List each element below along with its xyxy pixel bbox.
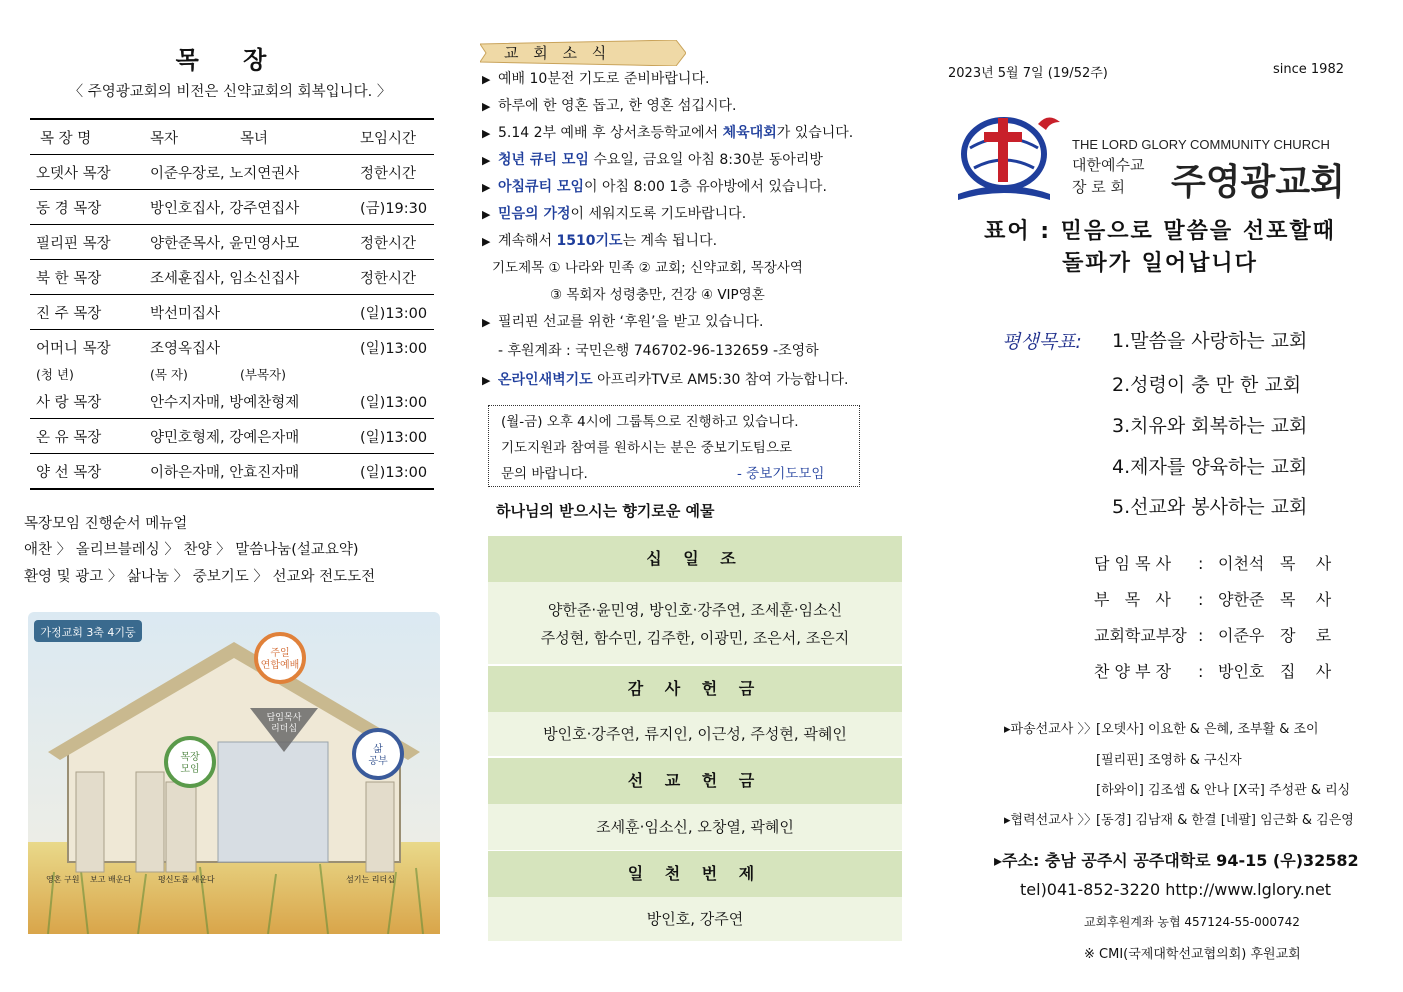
staff-title: 장 로	[1280, 626, 1332, 645]
cmi-note: ※ CMI(국제대학선교협의회) 후원교회	[1084, 947, 1301, 962]
mokjang-time: (일)13:00	[360, 340, 428, 357]
triangle-label: 리더십	[270, 724, 298, 734]
table-row	[30, 384, 434, 419]
box-signature: - 중보기도모임	[737, 466, 825, 482]
mokjang-name: 사 랑 목장	[30, 384, 144, 419]
news-item	[482, 176, 827, 196]
youth-header: (청 년)	[36, 367, 74, 382]
missionary-label: ▸파송선교사 〉〉	[1004, 722, 1097, 737]
box-text: 문의 바랍니다.	[501, 466, 588, 482]
motto-line: 돌파가 일어납니다	[1062, 251, 1258, 276]
staff-title: 목 사	[1280, 590, 1332, 609]
logo-english: THE LORD GLORY COMMUNITY CHURCH	[1072, 137, 1330, 152]
missionary-line: [오뎃사] 이요한 & 은혜, 조부활 & 조이	[1096, 722, 1319, 737]
column-header: 목녀	[234, 119, 354, 155]
news-item	[482, 369, 848, 389]
circle-label: 삶	[373, 744, 383, 755]
mokjang-leaders: 양민호형제, 강예은자매	[144, 419, 354, 454]
table-row	[30, 225, 434, 260]
offering-names	[488, 897, 902, 941]
staff-name: 이천석	[1218, 554, 1265, 573]
column-header: 목자	[144, 119, 234, 155]
mokjang-time: (일)13:00	[354, 419, 434, 454]
youth-header: (목 자)	[150, 367, 188, 382]
pillar-label: 영혼 구원	[46, 875, 80, 884]
staff-title: 목 사	[1280, 554, 1332, 573]
mokjang-name: 진 주 목장	[30, 295, 144, 330]
news-highlight: 체육대회	[722, 125, 777, 141]
menu-line: 애찬 〉 올리브블레싱 〉 찬양 〉 말씀나눔(설교요약)	[24, 542, 359, 558]
news-highlight: 온라인새벽기도	[498, 372, 593, 388]
table-row	[30, 330, 434, 365]
arrow-icon: ▶	[482, 374, 491, 387]
mokjang-name: 필리핀 목장	[30, 225, 144, 260]
pillar-label: 평신도를 세운다	[158, 875, 215, 884]
cross-icon	[998, 118, 1008, 182]
motto-line: 표어 : 믿음으로 말씀을 선포할때	[984, 219, 1336, 244]
church-address: ▸주소: 충남 공주시 공주대학로 94-15 (우)32582	[994, 851, 1359, 870]
circle-label: 주일	[270, 648, 290, 659]
contact-line: tel)041-852-3220 http://www.lglory.net	[1020, 880, 1332, 899]
menu-title: 목장모임 진행순서 메뉴얼	[24, 516, 188, 532]
news-item	[482, 68, 709, 88]
mokjang-name: 오뎃사 목장	[30, 155, 144, 190]
mokjang-table	[30, 118, 434, 490]
news-text: 아프리카TV로 AM5:30 참여 가능합니다.	[592, 372, 849, 388]
goal-item: 3.치유와 회복하는 교회	[1112, 415, 1308, 437]
news-item	[482, 122, 853, 142]
staff-role: 담 임 목 사	[1094, 554, 1172, 573]
support-account: - 후원계좌 : 국민은행 746702-96-132659 -조영하	[498, 343, 819, 359]
table-row	[30, 155, 434, 190]
pillar-label: 섬기는 리더십	[346, 875, 395, 884]
intercession-box	[488, 405, 860, 487]
mokjang-leaders: 조영옥집사	[150, 340, 221, 357]
table-header-row	[30, 119, 434, 155]
offering-names	[488, 582, 902, 664]
mokjang-time: (일)13:00	[354, 295, 434, 330]
circle-label: 모임	[180, 764, 200, 775]
news-text: 수요일, 금요일 아침 8:30분 동아리방	[588, 152, 823, 168]
staff-title: 집 사	[1280, 662, 1332, 681]
offering-line: 양한준·윤민영, 방인호·강주연, 조세훈·임소신	[547, 601, 843, 619]
news-text: 하루에 한 영혼 돕고, 한 영혼 섬깁시다.	[498, 98, 737, 114]
offering-line: 방인호·강주연, 류지인, 이근성, 주성현, 곽혜인	[543, 725, 847, 743]
offering-title: 감 사 헌 금	[488, 666, 902, 712]
table-row	[30, 419, 434, 454]
mokjang-time: 정한시간	[354, 225, 434, 260]
logo-denomination: 장 로 회	[1072, 178, 1126, 196]
column-header: 목 장 명	[30, 119, 144, 155]
staff-row: 부 목 사 : 양한준 목 사	[1094, 587, 1331, 610]
book-icon	[958, 186, 1050, 200]
staff-row: 담 임 목 사 : 이천석 목 사	[1094, 551, 1331, 574]
life-goal-label: 평생목표:	[1002, 331, 1082, 353]
mokjang-leaders: 안수지자매, 방예찬형제	[144, 384, 354, 419]
staff-role: 찬 양 부 장	[1094, 662, 1172, 681]
goal-item: 1.말씀을 사랑하는 교회	[1112, 330, 1308, 352]
offering-intro: 하나님의 받으시는 향기로운 예물	[496, 502, 715, 520]
goal-item: 2.성령이 충 만 한 교회	[1112, 374, 1302, 396]
table-row	[30, 454, 434, 490]
menu-line: 환영 및 광고 〉 삶나눔 〉 중보기도 〉 선교와 전도도전	[24, 569, 376, 585]
mokjang-time: 정한시간	[354, 155, 434, 190]
news-text: 는 계속 됩니다.	[622, 233, 718, 249]
offering-line: 방인호, 강주연	[646, 910, 744, 928]
staff-row: 교회학교부장 : 이준우 장 로	[1094, 623, 1331, 646]
church-account: 교회후원계좌 농협 457124-55-000742	[1084, 915, 1300, 929]
goal-item: 5.선교와 봉사하는 교회	[1112, 496, 1308, 518]
table-row	[30, 295, 434, 330]
mokjang-leaders: 박선미집사	[144, 295, 354, 330]
table-row	[30, 260, 434, 295]
vision-statement: 〈 주영광교회의 비전은 신약교회의 회복입니다. 〉	[68, 84, 392, 100]
staff-name: 방인호	[1218, 662, 1265, 681]
news-text: 5.14 2부 예배 후 상서초등학교에서	[498, 125, 723, 141]
column-header: 모임시간	[354, 119, 434, 155]
pillar-label: 보고 배운다	[90, 875, 132, 884]
house-church-illustration	[28, 612, 440, 934]
news-highlight: 아침큐티 모임	[498, 179, 585, 195]
arrow-icon: ▶	[482, 181, 491, 194]
offering-line: 조세훈·임소신, 오창열, 곽혜인	[596, 818, 794, 836]
news-label: 교 회 소 식	[504, 44, 612, 62]
prayer-topics: 기도제목 ① 나라와 민족 ② 교회; 신약교회, 목장사역	[492, 260, 803, 276]
news-highlight: 믿음의 가정	[498, 206, 571, 222]
mokjang-name: 양 선 목장	[30, 454, 144, 490]
goal-item: 4.제자를 양육하는 교회	[1112, 456, 1308, 478]
offering-title: 십 일 조	[488, 536, 902, 582]
since-year: since 1982	[1273, 62, 1344, 77]
staff-name: 이준우	[1218, 626, 1265, 645]
arrow-icon: ▶	[482, 127, 491, 140]
triangle-label: 담임목사	[266, 713, 302, 723]
mokjang-time: 정한시간	[354, 260, 434, 295]
staff-role: 교회학교부장	[1094, 626, 1187, 645]
mokjang-time: (일)13:00	[354, 384, 434, 419]
youth-header-row	[30, 364, 434, 384]
offering-title: 일 천 번 제	[488, 851, 902, 897]
mokjang-leaders: 조세훈집사, 임소신집사	[144, 260, 354, 295]
news-item	[482, 311, 764, 331]
offering-names	[488, 712, 902, 756]
arrow-icon: ▶	[482, 235, 491, 248]
mokjang-leaders: 이준우장로, 노지연권사	[144, 155, 354, 190]
news-text: 계속해서	[498, 233, 557, 249]
missionary-line: [동경] 김남재 & 한결 [네팔] 임근화 & 김은영	[1096, 813, 1354, 828]
logo-denomination: 대한예수교	[1072, 156, 1145, 174]
church-logo	[956, 108, 1381, 208]
prayer-topics: ③ 목회자 성령충만, 건강 ④ VIP영혼	[550, 287, 765, 303]
staff-name: 양한준	[1218, 590, 1265, 609]
mokjang-name: 어머니 목장	[36, 340, 111, 357]
arrow-icon: ▶	[482, 154, 491, 167]
news-item	[482, 203, 746, 223]
bulletin-date: 2023년 5월 7일 (19/52주)	[948, 66, 1108, 81]
youth-header: (부목자)	[240, 367, 286, 382]
arrow-icon: ▶	[482, 316, 491, 329]
offering-line: 주성현, 함수민, 김주한, 이광민, 조은서, 조은지	[540, 629, 850, 647]
mokjang-name: 동 경 목장	[30, 190, 144, 225]
page-title: 목 장	[175, 46, 285, 74]
offering-title: 선 교 헌 금	[488, 758, 902, 804]
arrow-icon: ▶	[482, 100, 491, 113]
news-item	[482, 149, 823, 169]
coop-missionary-label: ▸협력선교사 〉〉	[1004, 813, 1097, 828]
missionary-line: [필리핀] 조영하 & 구신자	[1096, 753, 1242, 768]
news-text: 예배 10분전 기도로 준비바랍니다.	[498, 71, 710, 87]
flame-icon	[1038, 117, 1060, 130]
offering-names	[488, 804, 902, 850]
table-row	[30, 190, 434, 225]
badge-text: 가정교회 3축 4기둥	[40, 626, 136, 639]
mokjang-name: 온 유 목장	[30, 419, 144, 454]
arrow-icon: ▶	[482, 73, 491, 86]
mokjang-leaders: 이하은자매, 안효진자매	[144, 454, 354, 490]
news-text: 이 아침 8:00 1층 유아방에서 있습니다.	[584, 179, 827, 195]
staff-role: 부 목 사	[1094, 590, 1171, 609]
circle-label: 공부	[368, 756, 388, 767]
staff-row: 찬 양 부 장 : 방인호 집 사	[1094, 659, 1331, 682]
circle-label: 연합예배	[260, 660, 300, 671]
mokjang-name: 북 한 목장	[30, 260, 144, 295]
box-text: (월-금) 오후 4시에 그룹톡으로 진행하고 있습니다.	[501, 414, 799, 430]
news-text: 필리핀 선교를 위한 ‘후원’을 받고 있습니다.	[498, 314, 764, 330]
news-item	[482, 230, 717, 250]
circle-label: 목장	[180, 752, 200, 763]
arrow-icon: ▶	[482, 208, 491, 221]
mokjang-leaders: 양한준목사, 윤민영사모	[144, 225, 354, 260]
missionary-line: [하와이] 김조셉 & 안나 [X국] 주성관 & 리싱	[1096, 783, 1351, 798]
news-text: 가 있습니다.	[776, 125, 854, 141]
mokjang-time: (금)19:30	[354, 190, 434, 225]
mokjang-leaders: 방인호집사, 강주연집사	[144, 190, 354, 225]
news-item	[482, 95, 736, 115]
news-highlight: 1510기도	[556, 233, 623, 249]
news-text: 이 세워지도록 기도바랍니다.	[570, 206, 747, 222]
box-text: 기도지원과 참여를 원하시는 분은 중보기도팀으로	[501, 440, 793, 456]
news-highlight: 청년 큐티 모임	[498, 152, 589, 168]
logo-name: 주영광교회	[1171, 162, 1345, 203]
mokjang-time: (일)13:00	[354, 454, 434, 490]
